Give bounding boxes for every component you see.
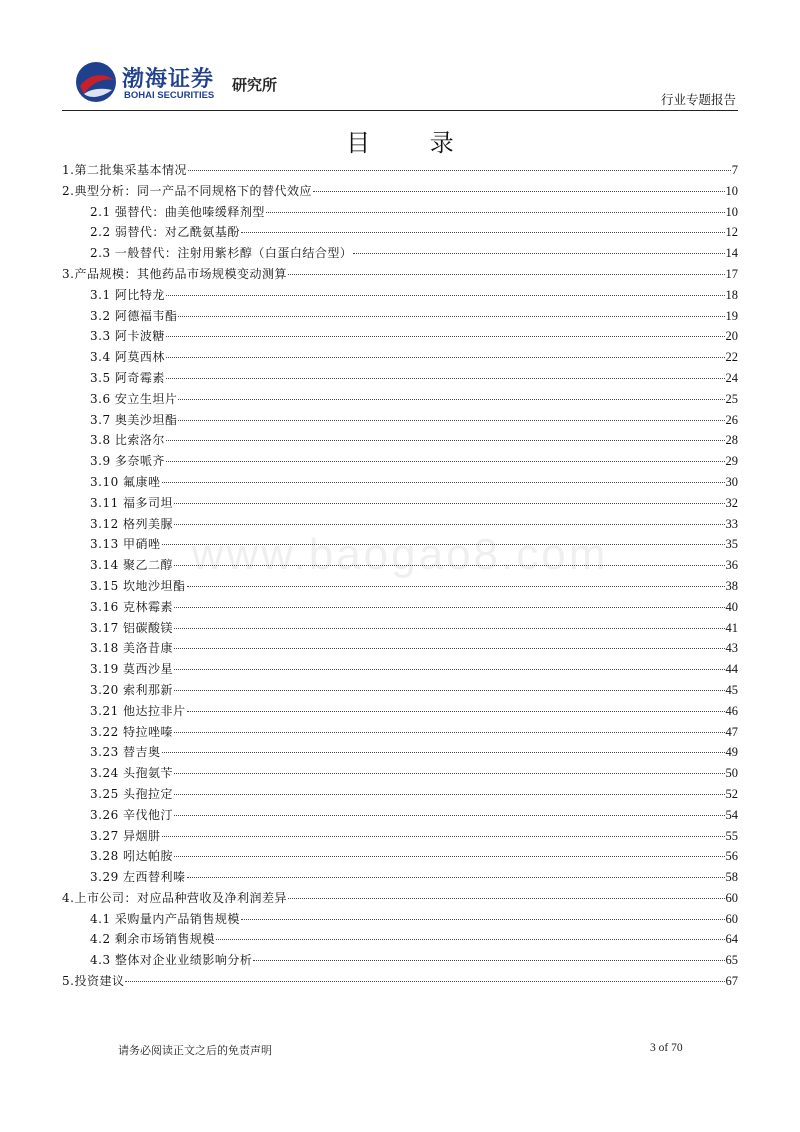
toc-entry-page: 12 xyxy=(725,225,738,240)
toc-leader-dots xyxy=(174,690,724,691)
toc-entry-label: 3.5 阿奇霉素 xyxy=(90,370,165,385)
toc-leader-dots xyxy=(166,440,725,441)
toc-entry[interactable] xyxy=(62,451,738,472)
toc-entry[interactable] xyxy=(62,410,738,431)
toc-leader-dots xyxy=(174,565,724,566)
toc-entry[interactable] xyxy=(62,950,738,971)
toc-leader-dots xyxy=(178,420,724,421)
toc-entry-page: 60 xyxy=(725,911,738,926)
toc-leader-dots xyxy=(174,607,724,608)
toc-entry-page: 45 xyxy=(725,682,738,697)
toc-entry[interactable] xyxy=(62,576,738,597)
toc-leader-dots xyxy=(162,752,725,753)
toc-entry-page: 58 xyxy=(725,870,738,885)
toc-entry[interactable] xyxy=(62,389,738,410)
toc-entry[interactable] xyxy=(62,243,738,264)
toc-title: 目 录 xyxy=(346,129,480,157)
toc-entry-label: 3.11 福多司坦 xyxy=(90,495,174,510)
toc-entry-label: 3.13 甲硝唑 xyxy=(90,537,161,552)
toc-leader-dots xyxy=(187,877,725,878)
toc-entry[interactable] xyxy=(62,805,738,826)
toc-leader-dots xyxy=(166,336,725,337)
toc-entry[interactable] xyxy=(62,493,738,514)
toc-entry[interactable] xyxy=(62,202,738,223)
toc-leader-dots xyxy=(174,669,724,670)
toc-entry[interactable] xyxy=(62,264,738,285)
toc-entry-label: 3.16 克林霉素 xyxy=(90,599,174,614)
toc-entry-label: 3.28 吲达帕胺 xyxy=(90,849,174,864)
toc-leader-dots xyxy=(166,357,725,358)
toc-leader-dots xyxy=(178,399,724,400)
toc-entry-page: 14 xyxy=(725,246,738,261)
toc-entry[interactable] xyxy=(62,430,738,451)
toc-entry[interactable] xyxy=(62,618,738,639)
brand-name-en: BOHAI SECURITIES xyxy=(124,90,215,101)
toc-entry-label: 3.20 索利那新 xyxy=(90,682,174,697)
toc-entry-page: 46 xyxy=(725,703,738,718)
toc-entry-page: 64 xyxy=(725,932,738,947)
toc-leader-dots xyxy=(353,253,724,254)
toc-entry-page: 38 xyxy=(725,578,738,593)
toc-entry-page: 50 xyxy=(725,766,738,781)
toc-entry-page: 67 xyxy=(725,974,738,989)
page-header xyxy=(62,58,738,110)
toc-entry-label: 2.2 弱替代：对乙酰氨基酚 xyxy=(90,225,240,240)
toc-entry[interactable] xyxy=(62,472,738,493)
toc-leader-dots xyxy=(253,960,724,961)
toc-entry-label: 3.26 辛伐他汀 xyxy=(90,807,174,822)
toc-entry[interactable] xyxy=(62,514,738,535)
toc-entry-label: 3.29 左西替利嗪 xyxy=(90,870,186,885)
toc-entry[interactable] xyxy=(62,285,738,306)
toc-entry-page: 10 xyxy=(725,183,738,198)
toc-leader-dots xyxy=(313,191,725,192)
toc-entry[interactable] xyxy=(62,742,738,763)
toc-leader-dots xyxy=(266,212,725,213)
toc-entry-label: 3.25 头孢拉定 xyxy=(90,786,174,801)
toc-entry[interactable] xyxy=(62,763,738,784)
toc-entry-label: 3.19 莫西沙星 xyxy=(90,662,174,677)
toc-entry-page: 41 xyxy=(725,620,738,635)
toc-entry-page: 52 xyxy=(725,786,738,801)
toc-entry-label: 3.18 美洛昔康 xyxy=(90,641,174,656)
bohai-logo-icon xyxy=(74,60,118,104)
toc-entry-page: 25 xyxy=(725,391,738,406)
toc-entry-label: 4.3 整体对企业业绩影响分析 xyxy=(90,953,253,968)
toc-entry-page: 65 xyxy=(725,953,738,968)
toc-entry-page: 29 xyxy=(725,454,738,469)
toc-entry[interactable] xyxy=(62,160,738,181)
toc-entry-label: 4.2 剩余市场销售规模 xyxy=(90,932,215,947)
toc-entry-label: 4.上市公司：对应品种营收及净利润差异 xyxy=(62,890,287,905)
toc-leader-dots xyxy=(174,794,724,795)
toc-leader-dots xyxy=(288,898,725,899)
toc-entry-label: 3.21 他达拉非片 xyxy=(90,703,186,718)
toc-leader-dots xyxy=(216,939,725,940)
toc-entry-page: 40 xyxy=(725,599,738,614)
toc-entry[interactable] xyxy=(62,534,738,555)
toc-entry-label: 3.23 替吉奥 xyxy=(90,745,161,760)
toc-leader-dots xyxy=(241,232,725,233)
toc-entry-label: 3.12 格列美脲 xyxy=(90,516,174,531)
toc-entry-page: 18 xyxy=(725,287,738,302)
toc-entry[interactable] xyxy=(62,659,738,680)
toc-entry-page: 56 xyxy=(725,849,738,864)
toc-entry[interactable] xyxy=(62,368,738,389)
toc-entry[interactable] xyxy=(62,909,738,930)
toc-leader-dots xyxy=(174,628,724,629)
report-type-label: 行业专题报告 xyxy=(660,92,736,107)
bohai-securities-logo xyxy=(74,60,284,104)
toc-entry-page: 36 xyxy=(725,558,738,573)
toc-entry-label: 3.14 聚乙二醇 xyxy=(90,558,174,573)
toc-entry[interactable] xyxy=(62,181,738,202)
toc-leader-dots xyxy=(166,295,725,296)
toc-entry-page: 19 xyxy=(725,308,738,323)
toc-entry[interactable] xyxy=(62,826,738,847)
toc-entry-label: 3.8 比索洛尔 xyxy=(90,433,165,448)
toc-entry-page: 49 xyxy=(725,745,738,760)
toc-entry-label: 3.10 氟康唑 xyxy=(90,474,161,489)
toc-entry[interactable] xyxy=(62,846,738,867)
toc-entry-label: 3.27 异烟肼 xyxy=(90,828,161,843)
toc-entry[interactable] xyxy=(62,784,738,805)
toc-entry[interactable] xyxy=(62,638,738,659)
toc-leader-dots xyxy=(178,316,724,317)
toc-entry-label: 3.3 阿卡波糖 xyxy=(90,329,165,344)
institute-label: 研究所 xyxy=(232,76,278,94)
toc-leader-dots xyxy=(162,544,725,545)
toc-entry-page: 47 xyxy=(725,724,738,739)
toc-entry[interactable] xyxy=(62,867,738,888)
toc-entry-label: 3.2 阿德福韦酯 xyxy=(90,308,178,323)
toc-entry-label: 2.典型分析：同一产品不同规格下的替代效应 xyxy=(62,183,312,198)
toc-leader-dots xyxy=(174,524,724,525)
toc-leader-dots xyxy=(241,919,725,920)
toc-entry-label: 1.第二批集采基本情况 xyxy=(62,163,187,177)
toc-leader-dots xyxy=(187,586,725,587)
toc-entry-page: 33 xyxy=(725,516,738,531)
toc-leader-dots xyxy=(174,856,724,857)
toc-leader-dots xyxy=(174,648,724,649)
toc-entry-label: 3.22 特拉唑嗪 xyxy=(90,724,174,739)
toc-entry-page: 7 xyxy=(731,163,738,177)
toc-entry-page: 10 xyxy=(725,204,738,219)
toc-leader-dots xyxy=(162,482,725,483)
footer-page-number: 3 of 70 xyxy=(650,1042,683,1054)
toc-entry[interactable] xyxy=(62,929,738,950)
toc-entry[interactable] xyxy=(62,701,738,722)
toc-entry-page: 32 xyxy=(725,495,738,510)
toc-entry-page: 24 xyxy=(725,370,738,385)
toc-leader-dots xyxy=(174,773,724,774)
toc-entry[interactable] xyxy=(62,888,738,909)
brand-name-cn: 渤海证券 xyxy=(122,67,215,92)
toc-entry[interactable] xyxy=(62,555,738,576)
toc-entry-label: 2.1 强替代：曲美他嗪缓释剂型 xyxy=(90,204,265,219)
toc-entry[interactable] xyxy=(62,597,738,618)
toc-entry-page: 20 xyxy=(725,329,738,344)
header-divider xyxy=(62,110,738,111)
toc-entry-page: 55 xyxy=(725,828,738,843)
toc-leader-dots xyxy=(187,711,725,712)
watermark: www.baogao8.com xyxy=(191,530,609,579)
toc-leader-dots xyxy=(125,981,724,982)
toc-entry-label: 3.9 多奈哌齐 xyxy=(90,454,165,469)
toc-leader-dots xyxy=(174,815,724,816)
toc-leader-dots xyxy=(162,836,725,837)
toc-entry-label: 3.1 阿比特龙 xyxy=(90,287,165,302)
toc-entry-page: 54 xyxy=(725,807,738,822)
toc-leader-dots xyxy=(166,378,725,379)
toc-entry-label: 3.产品规模：其他药品市场规模变动测算 xyxy=(62,266,287,281)
toc-leader-dots xyxy=(288,274,725,275)
toc-entry-label: 3.4 阿莫西林 xyxy=(90,350,165,365)
table-of-contents xyxy=(62,160,738,992)
toc-leader-dots xyxy=(174,732,724,733)
toc-entry-page: 44 xyxy=(725,662,738,677)
toc-leader-dots xyxy=(188,170,731,171)
toc-entry-page: 22 xyxy=(725,350,738,365)
toc-entry[interactable] xyxy=(62,680,738,701)
toc-entry[interactable] xyxy=(62,722,738,743)
toc-entry-label: 4.1 采购量内产品销售规模 xyxy=(90,911,240,926)
toc-leader-dots xyxy=(166,461,725,462)
toc-entry-page: 60 xyxy=(725,890,738,905)
toc-entry-page: 26 xyxy=(725,412,738,427)
toc-entry-page: 43 xyxy=(725,641,738,656)
toc-entry[interactable] xyxy=(62,347,738,368)
toc-entry-label: 3.17 铝碳酸镁 xyxy=(90,620,174,635)
footer-disclaimer: 请务必阅读正文之后的免责声明 xyxy=(118,1044,272,1057)
toc-entry[interactable] xyxy=(62,326,738,347)
toc-leader-dots xyxy=(174,503,724,504)
toc-entry-label: 3.24 头孢氨苄 xyxy=(90,766,174,781)
toc-entry[interactable] xyxy=(62,971,738,992)
toc-entry[interactable] xyxy=(62,222,738,243)
toc-entry-label: 3.7 奥美沙坦酯 xyxy=(90,412,178,427)
toc-entry-page: 35 xyxy=(725,537,738,552)
toc-entry[interactable] xyxy=(62,306,738,327)
toc-entry-label: 2.3 一般替代：注射用紫杉醇（白蛋白结合型） xyxy=(90,246,353,261)
toc-entry-page: 17 xyxy=(725,266,738,281)
toc-entry-label: 3.15 坎地沙坦酯 xyxy=(90,578,186,593)
toc-entry-label: 5.投资建议 xyxy=(62,974,125,989)
toc-entry-page: 28 xyxy=(725,433,738,448)
toc-entry-page: 30 xyxy=(725,474,738,489)
toc-entry-label: 3.6 安立生坦片 xyxy=(90,391,178,406)
